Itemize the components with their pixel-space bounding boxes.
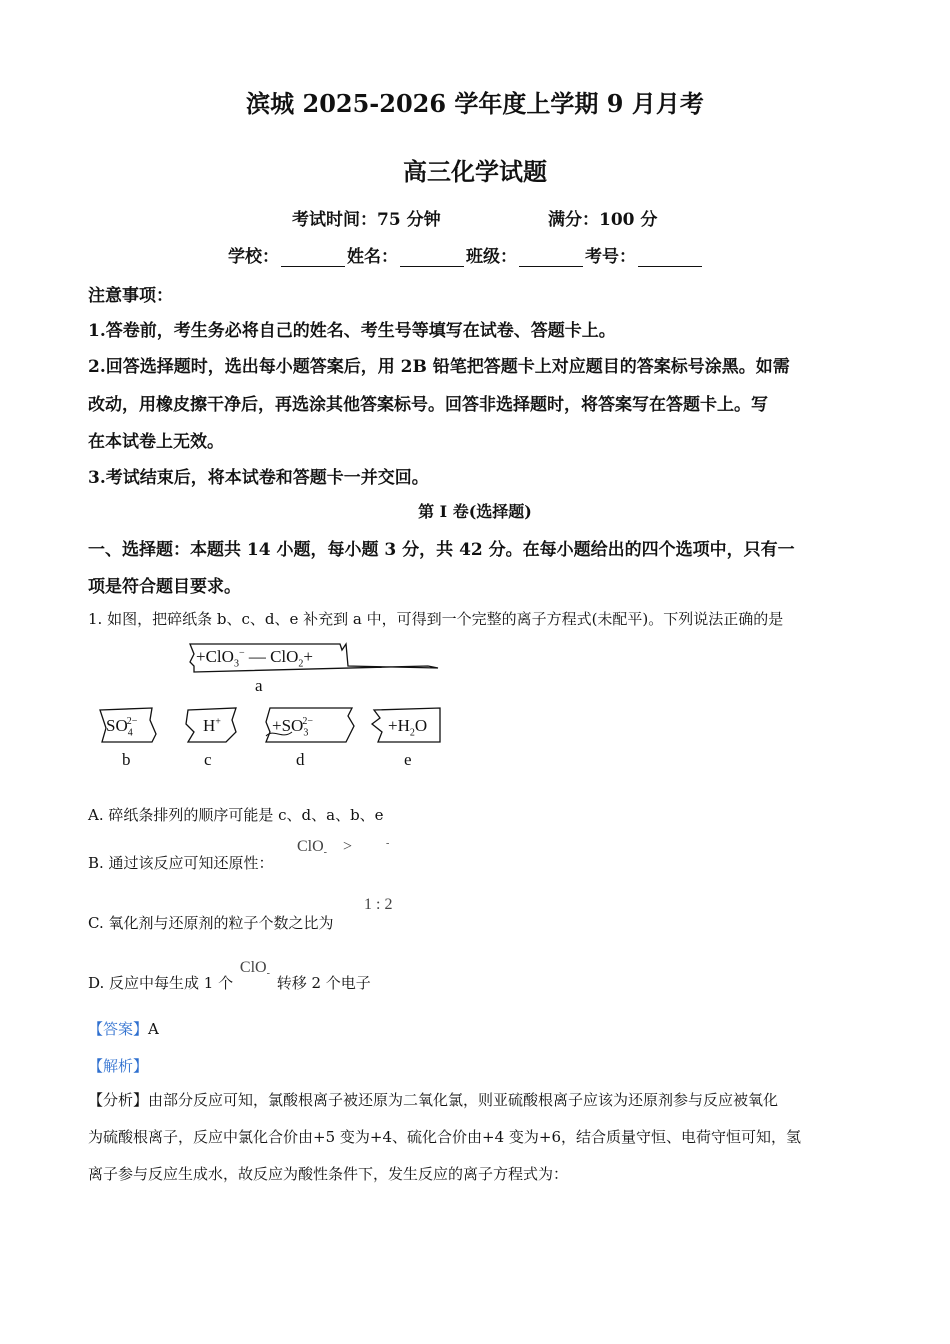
analysis-tag: 【解析】 [88, 1057, 149, 1075]
volume-heading: 第 I 卷(选择题) [418, 502, 532, 521]
notice-item-2-line-1: 2.回答选择题时，选出每小题答案后，用 2B 铅笔把答题卡上对应题目的答案标号涂黑。如需 [88, 357, 790, 377]
option-b-chlorate: ClO [297, 838, 324, 855]
strip-c-hydrogen: H [203, 716, 216, 735]
option-b-formula [297, 838, 389, 858]
strip-d-sulfite-charge: 2− [302, 716, 313, 728]
question-1-stem: 1. 如图，把碎纸条 b、c、d、e 补充到 a 中，可得到一个完整的离子方程式(未配平)。下列说法正确的是 [88, 610, 784, 628]
notice-item-2-line-3: 在本试卷上无效。 [88, 432, 224, 452]
part-heading-line-2: 项是符合题目要求。 [88, 577, 241, 597]
analysis-line-1 [88, 1089, 778, 1110]
notice-item-1: 1.答卷前，考生务必将自己的姓名、考生号等填写在试卷、答题卡上。 [88, 321, 616, 341]
full-score: 满分：100 分 [548, 210, 658, 230]
answer-value: A [148, 1020, 159, 1038]
info-fields-row [228, 242, 704, 267]
strip-d-plus: + [272, 716, 282, 735]
strip-e-water: +H [388, 716, 410, 735]
exam-no-label: 考号： [585, 247, 636, 267]
strip-b-sulfate-sub: 4 [127, 727, 133, 739]
option-a[interactable]: A. 碎纸条排列的顺序可能是 c、d、a、b、e [88, 806, 384, 824]
strip-b-sulfate: SO [106, 716, 128, 735]
answer-line [88, 1018, 159, 1039]
strip-c-label: c [204, 750, 212, 769]
analysis-label: 【分析】 [88, 1091, 149, 1109]
strip-a-text [196, 647, 313, 669]
exam-subtitle: 高三化学试题 [403, 157, 547, 186]
option-b[interactable]: B. 通过该反应可知还原性： [88, 854, 274, 872]
strip-b-text [106, 716, 137, 738]
strip-c-text [203, 716, 221, 736]
name-label: 姓名： [347, 247, 398, 267]
strip-a-chlorate-charge: − [238, 647, 245, 659]
analysis-line-3: 离子参与反应生成水，故反应为酸性条件下，发生反应的离子方程式为： [88, 1165, 569, 1183]
notice-item-2-line-2: 改动，用橡皮擦干净后，再选涂其他答案标号。回答非选择题时，将答案写在答题卡上。写 [88, 395, 768, 415]
option-c-ratio: 1 : 2 [364, 896, 393, 913]
class-label: 班级： [466, 247, 517, 267]
option-b-sub: - [323, 847, 328, 859]
option-d[interactable] [88, 959, 371, 995]
strip-a-plus-1: + [196, 647, 206, 666]
strip-e-water-end: O [414, 716, 428, 735]
strip-e-text [388, 716, 427, 738]
strip-d-label: d [296, 750, 305, 769]
strip-a-dioxide-sub: 2 [298, 658, 304, 670]
option-d-chlorate: ClO [239, 959, 267, 976]
strip-d-text [272, 716, 313, 738]
strip-d-sulfite: SO [281, 716, 304, 735]
school-label: 学校： [228, 247, 279, 267]
exam-no-blank[interactable] [638, 250, 702, 267]
strip-e-label: e [404, 750, 412, 769]
analysis-line-1-text: 由部分反应可知，氯酸根离子被还原为二氧化氯，则亚硫酸根离子应该为还原剂参与反应被氧化 [148, 1091, 779, 1109]
option-d-formula [239, 959, 270, 980]
answer-tag: 【答案】 [88, 1020, 149, 1038]
notice-heading: 注意事项： [88, 286, 173, 306]
strip-c-hydrogen-charge: + [215, 716, 221, 728]
option-d-sub: - [266, 968, 270, 980]
strip-a-chlorate-sub: 3 [233, 658, 239, 670]
exam-time: 考试时间：75 分钟 [292, 210, 441, 230]
school-blank[interactable] [281, 250, 345, 267]
notice-item-3: 3.考试结束后，将本试卷和答题卡一并交回。 [88, 468, 429, 488]
exam-title: 滨城 2025-2026 学年度上学期 9 月月考 [246, 89, 704, 118]
strip-b-label: b [122, 750, 131, 769]
strip-d-sulfite-sub: 3 [303, 727, 309, 739]
strip-a-label: a [255, 676, 263, 695]
option-c[interactable]: C. 氧化剂与还原剂的粒子个数之比为 [88, 914, 334, 932]
name-blank[interactable] [400, 250, 464, 267]
option-d-suffix: 转移 2 个电子 [276, 974, 371, 992]
strip-a-chlorate: ClO [205, 647, 234, 666]
strip-a-plus-2: + [303, 647, 314, 666]
analysis-line-2: 为硫酸根离子，反应中氯化合价由+5 变为+4、硫化合价由+4 变为+6，结合质量守恒、电荷守恒可知，氢 [88, 1128, 801, 1146]
strip-e-water-sub: 2 [409, 727, 415, 739]
part-heading-line-1: 一、选择题：本题共 14 小题，每小题 3 分，共 42 分。在每小题给出的四个选项中，只有一 [88, 540, 795, 560]
option-d-prefix: D. 反应中每生成 1 个 [88, 974, 234, 992]
strip-a-chlorine-dioxide: — ClO [248, 647, 299, 666]
option-b-greater-than: > [343, 838, 353, 855]
strip-b-sulfate-charge: 2− [126, 716, 138, 728]
option-b-tail: - [386, 838, 390, 849]
class-blank[interactable] [519, 250, 583, 267]
